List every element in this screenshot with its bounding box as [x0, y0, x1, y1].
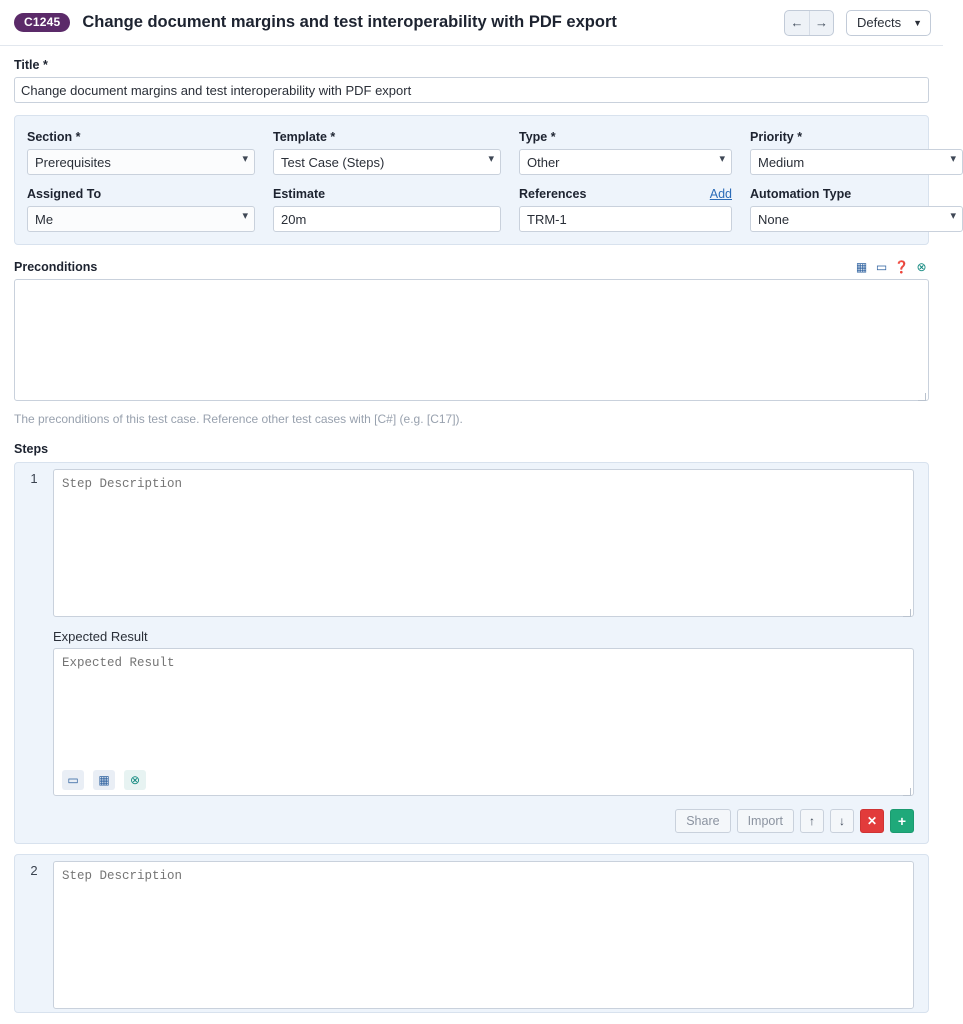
chevron-down-icon: ▾ — [719, 153, 725, 165]
assigned-to-field — [27, 183, 255, 232]
case-id-badge: C1245 — [14, 13, 70, 32]
chevron-down-icon: ▼ — [913, 17, 922, 28]
add-step-button[interactable]: + — [890, 809, 914, 833]
move-down-icon[interactable]: ↓ — [830, 809, 854, 833]
priority-select[interactable] — [750, 149, 963, 175]
references-field — [519, 183, 732, 232]
title-input[interactable] — [14, 77, 929, 103]
title-label: Title * — [14, 58, 48, 72]
formula-icon[interactable]: ⊗ — [124, 770, 146, 790]
references-label-text: References — [519, 187, 587, 201]
steps-section — [0, 442, 943, 1013]
expected-result-label: Expected Result — [53, 629, 148, 644]
resize-handle[interactable] — [903, 788, 911, 796]
delete-step-button[interactable]: ✕ — [860, 809, 884, 833]
step-actions — [53, 809, 914, 833]
image-icon[interactable]: ▭ — [62, 770, 84, 790]
expected-result-toolbar — [62, 770, 146, 790]
chevron-down-icon: ▾ — [950, 210, 956, 222]
import-button[interactable]: Import — [737, 809, 794, 833]
assigned-to-label: Assigned To — [27, 187, 102, 201]
page-title: Change document margins and test interoperability with PDF export — [82, 13, 617, 31]
preconditions-header — [14, 259, 929, 274]
next-case-icon[interactable]: → — [809, 11, 833, 35]
defects-label: Defects — [857, 15, 902, 30]
expected-result-textarea[interactable] — [53, 648, 914, 796]
section-field — [27, 126, 255, 175]
section-select[interactable] — [27, 149, 255, 175]
assigned-to-select[interactable] — [27, 206, 255, 232]
step-card — [14, 462, 929, 844]
title-section — [0, 58, 943, 103]
formula-icon[interactable]: ⊗ — [916, 259, 927, 274]
estimate-label: Estimate — [273, 187, 326, 201]
type-label: Type * — [519, 130, 556, 144]
defects-dropdown[interactable] — [846, 10, 931, 36]
table-icon[interactable]: ▦ — [855, 259, 868, 274]
type-field — [519, 126, 732, 175]
preconditions-toolbar — [854, 259, 929, 274]
estimate-input[interactable] — [273, 206, 501, 232]
priority-label: Priority * — [750, 130, 803, 144]
chevron-down-icon: ▾ — [242, 153, 248, 165]
step-description-textarea[interactable] — [53, 861, 914, 1009]
attributes-grid-row1 — [27, 126, 956, 175]
preconditions-section — [0, 259, 943, 426]
type-select[interactable] — [519, 149, 732, 175]
section-label: Section * — [27, 130, 81, 144]
add-reference-link[interactable]: Add — [709, 187, 732, 201]
step-body — [53, 463, 928, 843]
preconditions-textarea[interactable] — [14, 279, 929, 401]
steps-label: Steps — [14, 442, 49, 456]
previous-case-icon[interactable]: ← — [790, 15, 804, 30]
section-value: Prerequisites — [35, 154, 111, 170]
step-description-textarea[interactable] — [53, 469, 914, 617]
template-select[interactable] — [273, 149, 501, 175]
step-number: 1 — [30, 471, 38, 486]
assigned-to-value: Me — [35, 211, 54, 227]
preconditions-label: Preconditions — [14, 259, 98, 274]
template-label: Template * — [273, 130, 336, 144]
priority-value: Medium — [758, 154, 805, 170]
template-value: Test Case (Steps) — [281, 154, 385, 170]
step-body — [53, 855, 928, 1012]
preconditions-helper-text: The preconditions of this test case. Reference other test cases with [C#] (e.g. [C17]). — [14, 412, 463, 426]
preconditions-textarea-wrap — [14, 279, 929, 404]
automation-type-field — [750, 183, 963, 232]
resize-handle[interactable] — [903, 609, 911, 617]
step-description-wrap — [53, 861, 914, 1012]
automation-type-label: Automation Type — [750, 187, 852, 201]
image-icon[interactable]: ▭ — [875, 259, 888, 274]
share-button[interactable]: Share — [675, 809, 730, 833]
move-up-icon[interactable]: ↑ — [800, 809, 824, 833]
expected-result-wrap — [53, 648, 914, 799]
attributes-panel — [14, 115, 956, 245]
automation-type-select[interactable] — [750, 206, 963, 232]
references-input[interactable] — [519, 206, 732, 232]
automation-type-value: None — [758, 211, 790, 227]
help-icon[interactable]: ❓ — [894, 259, 909, 274]
type-value: Other — [527, 154, 560, 170]
chevron-down-icon: ▾ — [950, 153, 956, 165]
step-number: 2 — [30, 863, 38, 878]
references-label — [519, 187, 732, 201]
estimate-field — [273, 183, 501, 232]
template-field — [273, 126, 501, 175]
page-header — [0, 0, 943, 46]
table-icon[interactable]: ▦ — [93, 770, 115, 790]
navigation-arrows[interactable] — [784, 10, 834, 36]
chevron-down-icon: ▾ — [488, 153, 494, 165]
resize-handle[interactable] — [918, 393, 926, 401]
attributes-grid-row2 — [27, 183, 956, 232]
step-card — [14, 854, 929, 1013]
chevron-down-icon: ▾ — [242, 210, 248, 222]
step-description-wrap — [53, 469, 914, 620]
priority-field — [750, 126, 963, 175]
